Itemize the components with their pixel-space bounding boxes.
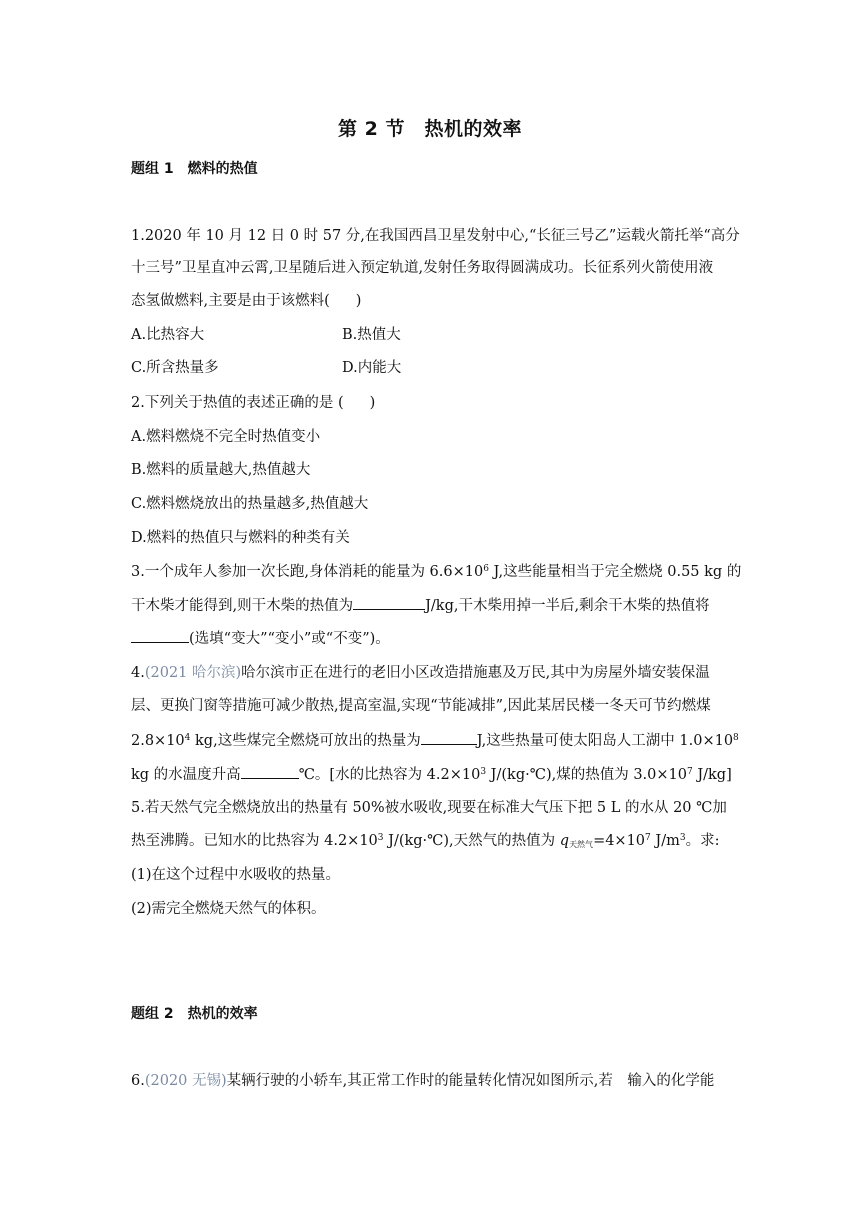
q4-line-4: kg 的水温度升高 ℃。[水的比热容为 $4.2\times 10^3$ J/(kg·℃),煤的热值为 $3.0\times 10^7$ J/kg] [131, 764, 731, 785]
fill-blank[interactable] [353, 595, 425, 610]
group-1-heading: 题组 1 燃料的热值 [131, 161, 258, 177]
q4-line-3: $2.8\times 10^4$ kg,这些煤完全燃烧可放出的热量为 J,这些热量可使太阳岛人工湖中 $1.0\times 10^8$ [131, 730, 731, 751]
q5-line-1: 5.若天然气完全燃烧放出的热量有 50%被水吸收,现要在标准大气压下把 5 L 的水从 20 ℃加 [131, 800, 727, 816]
q3-line-1: 3.一个成年人参加一次长跑,身体消耗的能量为 $6.6\times 10^6$ J,这些能量相当于完全燃烧 0.55 kg 的 [131, 564, 742, 580]
q2-option-b: B.燃料的质量越大,热值越大 [131, 462, 311, 478]
group-2-heading: 题组 2 热机的效率 [131, 1006, 258, 1022]
q1-line-3: 态氢做燃料,主要是由于该燃料( ) [131, 293, 362, 309]
q4-line-1: 4.(2021 哈尔滨)哈尔滨市正在进行的老旧小区改造措施惠及万民,其中为房屋外墙安装保温 [131, 665, 710, 681]
q1-stem-text: 态氢做燃料,主要是由于该燃料( [131, 293, 330, 309]
q2-option-c: C.燃料燃烧放出的热量越多,热值越大 [131, 496, 369, 512]
q1-line-2: 十三号”卫星直冲云霄,卫星随后进入预定轨道,发射任务取得圆满成功。长征系列火箭使用液 [131, 260, 714, 276]
q1-option-d: D.内能大 [342, 360, 402, 376]
q5-line-2: 热至沸腾。已知水的比热容为 $4.2\times 10^3$ J/(kg·℃),天然气的热值为 $q_{天然气}=4\times 10^7$ $J/m^3$。求: [131, 833, 720, 849]
q3-line-2: 干木柴才能得到,则干木柴的热值为 J/kg,干木柴用掉一半后,剩余干木柴的热值将 [131, 595, 731, 616]
q1-option-a: A.比热容大 [131, 327, 205, 343]
q3-line-3: (选填“变大”“变小”或“不变”)。 [131, 628, 731, 649]
q1-line-1: 1.2020 年 10 月 12 日 0 时 57 分,在我国西昌卫星发射中心,“长征三号乙”运载火箭托举“高分 [131, 228, 740, 244]
fill-blank[interactable] [421, 730, 477, 745]
fill-blank[interactable] [241, 764, 299, 779]
source-tag: (2020 无锡) [144, 1073, 227, 1089]
q1-option-c: C.所含热量多 [131, 360, 219, 376]
q2-stem: 2.下列关于热值的表述正确的是 ( ) [131, 395, 376, 411]
q5-sub-1: (1)在这个过程中水吸收的热量。 [131, 867, 341, 883]
q6-line-1: 6.(2020 无锡)某辆行驶的小轿车,其正常工作时的能量转化情况如图所示,若 输入的化学能 [131, 1073, 715, 1089]
q1-option-b: B.热值大 [342, 327, 401, 343]
q5-sub-2: (2)需完全燃烧天然气的体积。 [131, 901, 326, 917]
q4-line-2: 层、更换门窗等措施可减少散热,提高室温,实现“节能减排”,因此某居民楼一冬天可节约燃煤 [131, 698, 711, 714]
fill-blank[interactable] [131, 628, 189, 643]
source-tag: (2021 哈尔滨) [144, 665, 242, 681]
section-title: 第 2 节 热机的效率 [338, 118, 522, 140]
q2-option-a: A.燃料燃烧不完全时热值变小 [131, 429, 321, 445]
q2-option-d: D.燃料的热值只与燃料的种类有关 [131, 530, 350, 546]
